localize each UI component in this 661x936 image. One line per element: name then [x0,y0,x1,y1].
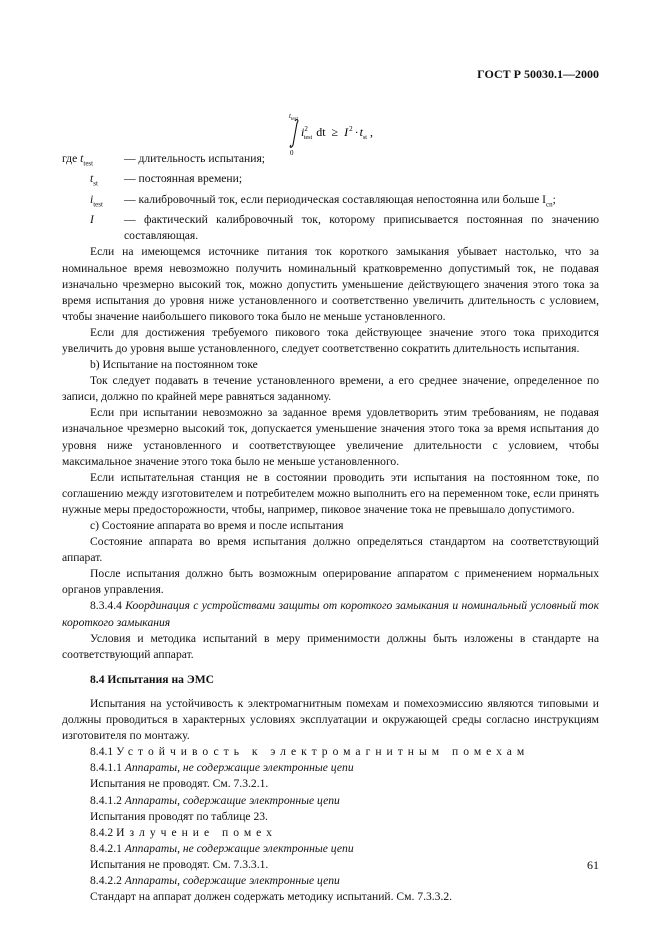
clause-8-4-1-1: 8.4.1.1 Аппараты, не содержащие электронные цепи [90,761,354,775]
paragraph: Условия и методика испытаний в меру применимости должны быть изложены в стандарте на соответствующий аппарат. [62,631,599,661]
paragraph: Ток следует подавать в течение установленного времени, а его среднее значение, определенное по записи, должно по крайней мере равняться заданному. [62,374,599,404]
clause-8-4-2-1: 8.4.2.1 Аппараты, не содержащие электронные цепи [90,841,354,855]
subsection-title: c) Состояние аппарата во время и после испытания [90,519,344,532]
paragraph: Испытания на устойчивость к электромагнитным помехам и помехоэмиссию являются типовыми и должны проводиться в характерных условиях эксплуатации и окружающей среды согласно инструкциям изготовителя по монтажу. [62,696,599,743]
paragraph: Состояние аппарата во время испытания должно определяться стандартом на соответствующий аппарат. [62,535,599,565]
page-number: 61 [587,858,599,872]
document-body [62,151,599,905]
paragraph: После испытания должно быть возможным оперирование аппаратом с применением нормальных органов управления. [62,567,599,597]
clause-8-4-2-2: 8.4.2.2 Аппараты, содержащие электронные цепи [90,873,340,887]
standard-code-header: ГОСТ Р 50030.1—2000 [477,67,599,81]
clause-8-3-4-4: 8.3.4.4 Координация с устройствами защиты от короткого замыкания и номинальный условный ток короткого замыкания [62,599,599,629]
symbol-definitions [62,151,599,244]
formula-lower-limit: 0 [290,149,294,157]
paragraph: Если испытательная станция не в состоянии проводить эти испытания на постоянном токе, по соглашению между изготовителем и потребителем можно выполнить его на переменном токе, если принять нужные меры предосторожности, чтобы, например, пиковое значение тока не превышало допустимого. [62,470,599,516]
paragraph: Испытания не проводят. См. 7.3.3.1. [90,857,269,871]
section-heading-8-4: 8.4 Испытания на ЭМС [90,672,215,686]
clause-8-4-1: 8.4.1 Устойчивость к электромагнитным помехам [90,745,530,759]
paragraph: Стандарт на аппарат должен содержать методику испытаний. См. 7.3.3.2. [90,890,453,904]
paragraph: Если для достижения требуемого пикового тока действующее значение этого тока приходится увеличить до уровня выше установленного, следует соответственно сократить длительность испытания. [62,325,599,355]
paragraph: Испытания проводят по таблице 23. [90,809,268,823]
definition-row: I — фактический калибровочный ток, которому приписывается постоянная по значению составляющая. [90,213,599,243]
integral-sign [290,120,298,148]
clause-8-4-1-2: 8.4.1.2 Аппараты, содержащие электронные цепи [90,793,340,807]
paragraph: Испытания не проводят. См. 7.3.2.1. [90,777,269,791]
paragraph: Если при испытании невозможно за заданное время удовлетворить этим требованиям, не подавая изначальное чрезмерно высокий ток, допускается уменьшение значения этого тока за время испытания до уровня ниже установленного и соответствующее увеличение длительности с условием, чтобы максимальное значение этого тока было не меньше установленного. [62,406,599,468]
definition-row: $i_{test}$ — калибровочный ток, если периодическая составляющая непостоянна или больше $I_{cn}$; [90,192,556,209]
definition-row: где $t_{test}$ — длительность испытания; [62,152,266,168]
formula-upper-limit: $t_{test}$ [289,112,298,122]
definition-row: $t_{st}$ — постоянная времени; [90,172,243,188]
paragraph: Если на имеющемся источнике питания ток короткого замыкания убывает настолько, что за номинальное время невозможно получить номинальный кратковременно допустимый ток, не подавая изначально чрезмерно высокий ток, можно допустить уменьшение действующего значения этого тока за время испытания до уровня ниже установленного и соответственно увеличить длительность с условием, чтобы значение наибольшего пикового тока было не меньше установленного. [62,245,599,323]
subsection-title: b) Испытание на постоянном токе [90,358,258,372]
formula-integrand: $i^2$ test dt ≥ $I^2 \cdot t_{st}$ , [301,125,373,141]
clause-8-4-2: 8.4.2 Излучение помех [90,825,277,839]
